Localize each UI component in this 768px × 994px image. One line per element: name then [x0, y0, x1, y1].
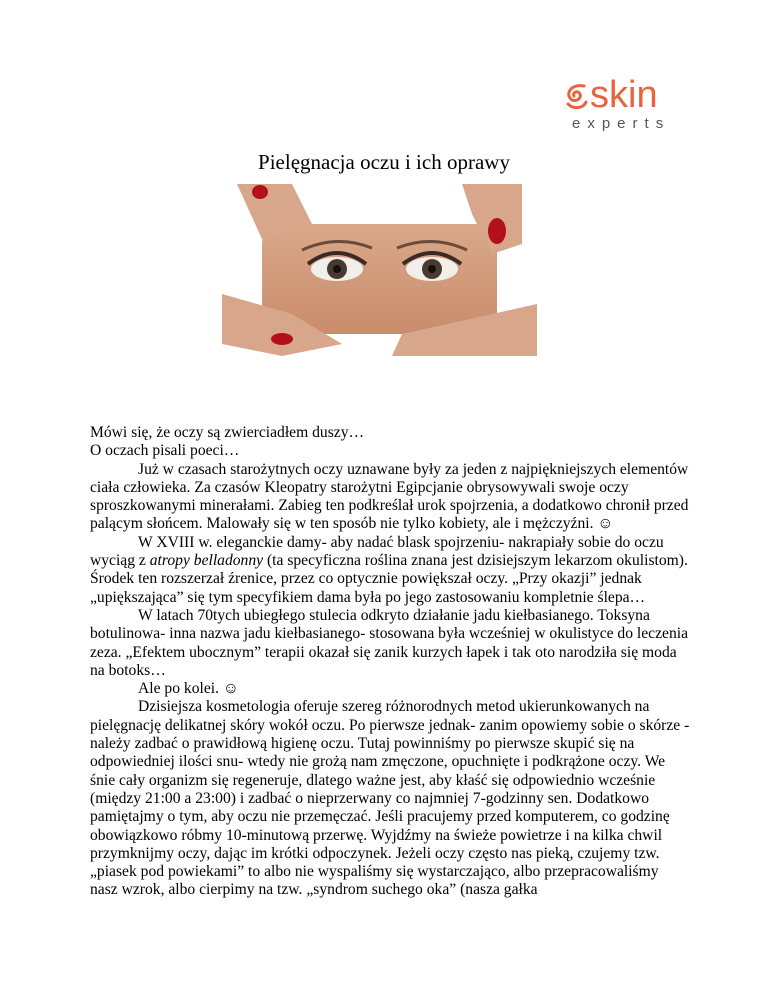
logo-brand-top: skin [590, 74, 658, 116]
paragraph: O oczach pisali poeci… [90, 442, 240, 460]
paragraph [90, 534, 690, 607]
article-body [90, 424, 690, 900]
italic-term: atropy belladonny [149, 552, 264, 570]
swirl-logo-icon [564, 82, 590, 112]
paragraph: W latach 70tych ubiegłego stulecia odkryto działanie jadu kiełbasianego. Toksyna botulinowa- inna nazwa jadu kiełbasianego- stosowana była wcześniej w okulistyce do leczenia zeza. „Efektem ubocznym” terapii okazał się zanik kurzych łapek i tak oto narodziła się moda na botoks… [90, 606, 688, 679]
paragraph: Mówi się, że oczy są zwierciadłem duszy… [90, 424, 365, 441]
paragraph: Już w czasach starożytnych oczy uznawane były za jeden z najpiękniejszych elementów ciała człowieka. Za czasów Kleopatry starożytni Egipcjanie obrysowywali swoje oczy sproszkowanymi minerałami. Zabieg ten podkreślał urok spojrzenia, a dodatkowo chronił przed palącym słońcem. Malowały się w ten sposób nie tylko kobiety, ale i mężczyźni. ☺ [90, 460, 689, 533]
paragraph: Ale po kolei. ☺ [138, 680, 239, 698]
text-run: W XVIII w. eleganckie damy- aby nadać blask spojrzeniu- nakrapiały sobie do oczu wyciąg z [90, 533, 664, 570]
logo-brand-bottom: experts [572, 115, 671, 132]
text-run: (ta specyficzna roślina znana jest dzisiejszym lekarzom okulistom). Środek ten rozszerzał źrenice, przez co optycznie powiększał oczy. „Przy okazji” jednak „upiększająca” się tym specyfikiem dama była po jego zastosowaniu kompletnie ślepa… [90, 552, 688, 606]
eyes-framed-by-hands-photo [222, 184, 537, 356]
paragraph: Dzisiejsza kosmetologia oferuje szereg różnorodnych metod ukierunkowanych na pielęgnację delikatnej skóry wokół oczu. Po pierwsze jednak- zanim opowiemy sobie o skórze - należy zadbać o prawidłową higienę oczu. Tutaj powinniśmy po pierwsze skupić się na odpowiedniej ilości snu- wtedy nie grożą nam zmęczone, opuchnięte i podkrążone oczy. We śnie cały organizm się regeneruje, dlatego ważne jest, aby kłaść się odpowiednio wcześnie (między 21:00 a 23:00) i zadbać o nieprzerwany co najmniej 7-godzinny sen. Dodatkowo pamiętajmy o tym, aby oczu nie przemęczać. Jeśli pracujemy przed komputerem, co godzinę obowiązkowo róbmy 10-minutową przerwę. Wyjdźmy na świeże powietrze i na kilka chwil przymknijmy oczy, dając im krótki odpoczynek. Jeżeli oczy często nas pieką, czujemy tzw. „piasek pod powiekami” to albo nie wyspaliśmy się wystarczająco, albo przepracowaliśmy nasz wzrok, albo cierpimy na tzw. „syndrom suchego oka” (nasza gałka [90, 698, 690, 899]
page-title: Pielęgnacja oczu i ich oprawy [258, 150, 510, 174]
skin-experts-logo [560, 76, 690, 136]
